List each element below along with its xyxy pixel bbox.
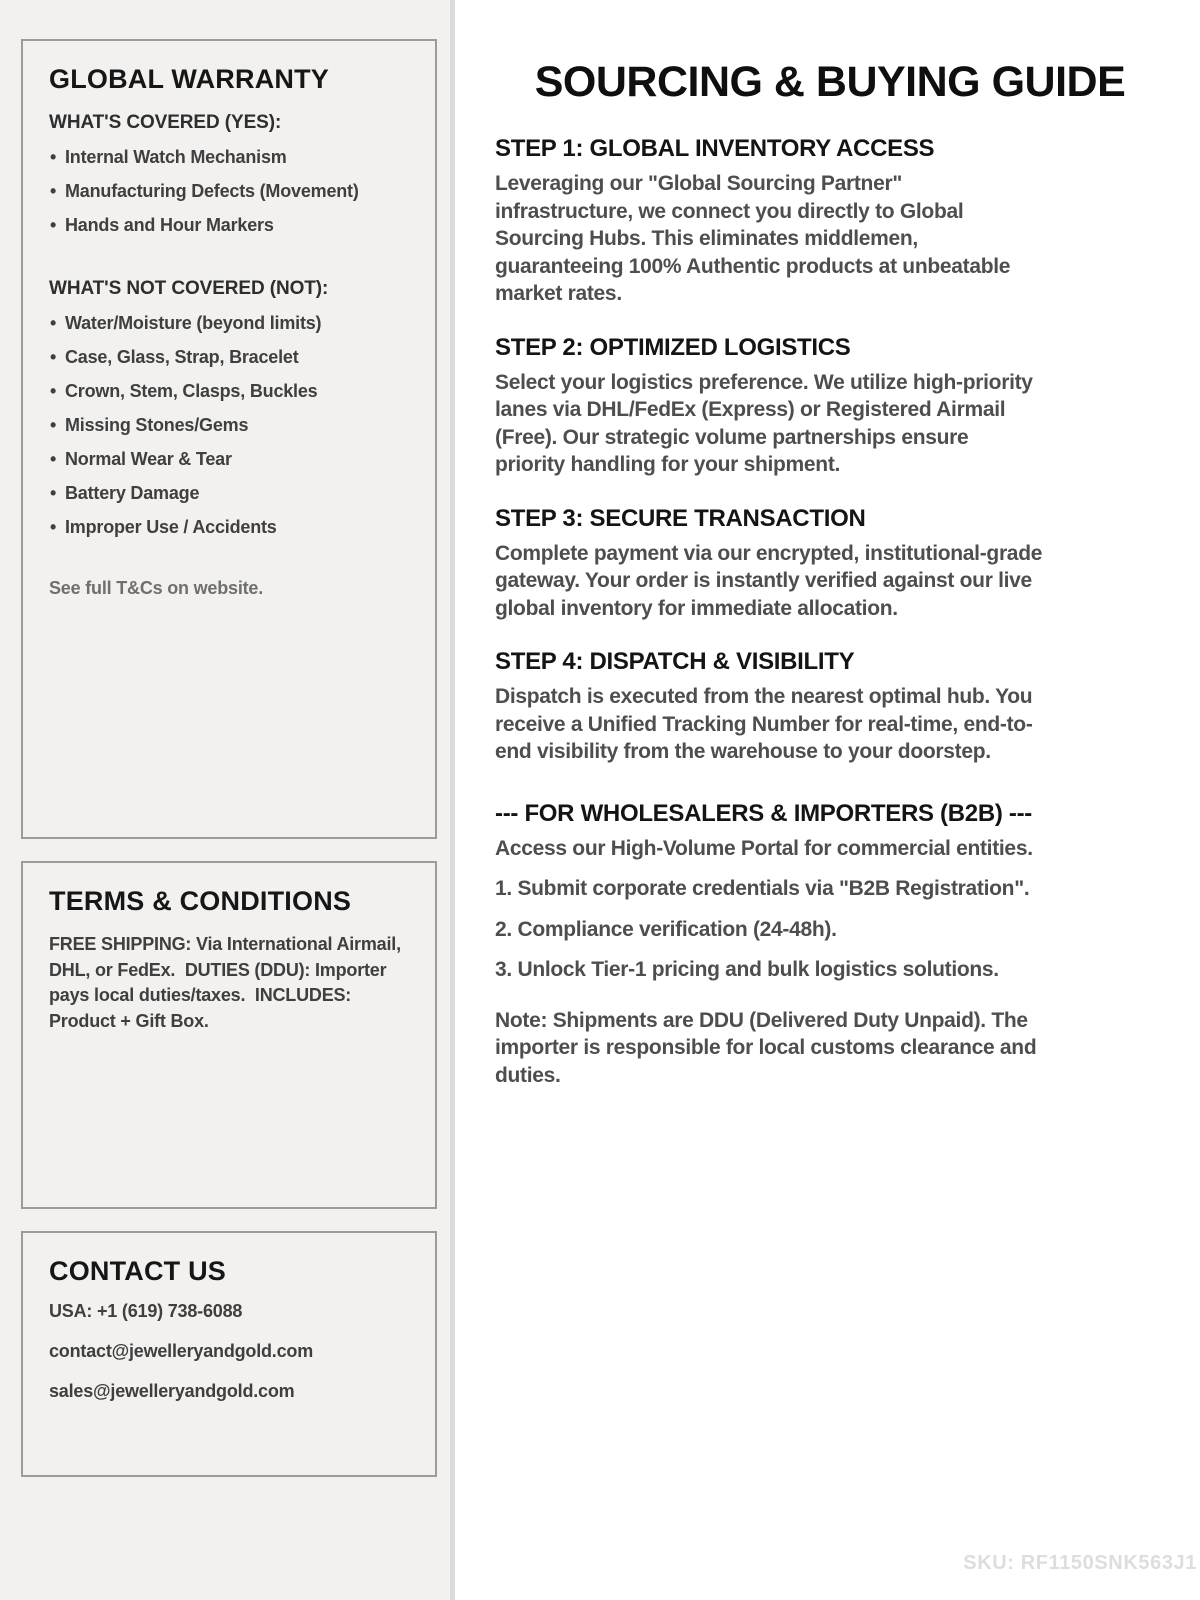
page-title: SOURCING & BUYING GUIDE [534, 58, 1126, 106]
sales-email: sales@jewelleryandgold.com [49, 1381, 295, 1401]
list-item: • Manufacturing Defects (Movement) [49, 181, 409, 202]
step-4-body: Dispatch is executed from the nearest optimal hub. You receive a Unified Tracking Number for real-time, end-to-end visibility from the warehouse to your doorstep. [495, 685, 1033, 763]
b2b-step-3: 3. Unlock Tier-1 pricing and bulk logistics solutions. [495, 958, 999, 981]
list-item: • Missing Stones/Gems [49, 415, 409, 436]
contact-panel [21, 1231, 437, 1477]
step-2-section [495, 333, 1043, 479]
not-covered-list [49, 313, 409, 538]
step-2-heading: STEP 2: OPTIMIZED LOGISTICS [495, 333, 851, 361]
contact-email: contact@jewelleryandgold.com [49, 1341, 314, 1361]
contact-title: CONTACT US [49, 1256, 226, 1286]
b2b-heading: --- FOR WHOLESALERS & IMPORTERS (B2B) --- [495, 799, 1032, 827]
step-3-heading: STEP 3: SECURE TRANSACTION [495, 504, 866, 532]
guide-content [495, 134, 1043, 1089]
step-2-body: Select your logistics preference. We utilize high-priority lanes via DHL/FedEx (Express) or Registered Airmail (Free). Our strategic volume partnerships ensure priority handling for your shipment. [495, 370, 1033, 476]
contact-phone: USA: +1 (619) 738-6088 [49, 1301, 243, 1321]
step-1-section [495, 134, 1043, 308]
list-item: • Case, Glass, Strap, Bracelet [49, 347, 409, 368]
warranty-title: GLOBAL WARRANTY [49, 64, 329, 94]
warranty-footnote: See full T&Cs on website. [49, 578, 264, 598]
terms-title: TERMS & CONDITIONS [49, 886, 352, 916]
covered-heading: WHAT'S COVERED (YES): [49, 112, 282, 133]
b2b-section [495, 799, 1043, 1090]
list-item: • Normal Wear & Tear [49, 449, 409, 470]
main-column [460, 0, 1200, 1600]
b2b-step-1: 1. Submit corporate credentials via "B2B Registration". [495, 877, 1030, 900]
sku-label: SKU: RF1150SNK563J1 [963, 1552, 1197, 1574]
covered-list [49, 147, 409, 236]
step-4-heading: STEP 4: DISPATCH & VISIBILITY [495, 648, 855, 675]
list-item: • Water/Moisture (beyond limits) [49, 313, 409, 334]
terms-body: FREE SHIPPING: Via International Airmail, DHL, or FedEx. DUTIES (DDU): Importer pays local duties/taxes. INCLUDES: Product + Gift Box. [49, 934, 406, 1031]
list-item: • Battery Damage [49, 483, 409, 504]
step-4-section [495, 647, 1043, 766]
b2b-step-2: 2. Compliance verification (24-48h). [495, 917, 837, 941]
list-item: • Improper Use / Accidents [49, 517, 409, 538]
step-3-body: Complete payment via our encrypted, institutional-grade gateway. Your order is instantly verified against our live global inventory for immediate allocation. [495, 541, 1043, 620]
list-item: • Internal Watch Mechanism [49, 147, 409, 168]
list-item: • Hands and Hour Markers [49, 215, 409, 236]
step-3-section [495, 504, 1043, 623]
step-1-heading: STEP 1: GLOBAL INVENTORY ACCESS [495, 135, 935, 162]
not-covered-heading: WHAT'S NOT COVERED (NOT): [49, 278, 329, 299]
sidebar [0, 0, 455, 1600]
ddu-note: Note: Shipments are DDU (Delivered Duty Unpaid). The importer is responsible for local customs clearance and duties. [495, 1008, 1037, 1087]
terms-panel [21, 861, 437, 1209]
step-1-body: Leveraging our "Global Sourcing Partner" infrastructure, we connect you directly to Global Sourcing Hubs. This eliminates middlemen, guaranteeing 100% Authentic products at unbeatable market rates. [495, 172, 1011, 305]
b2b-intro: Access our High-Volume Portal for commercial entities. [495, 836, 1033, 860]
warranty-panel [21, 39, 437, 839]
list-item: • Crown, Stem, Clasps, Buckles [49, 381, 409, 402]
